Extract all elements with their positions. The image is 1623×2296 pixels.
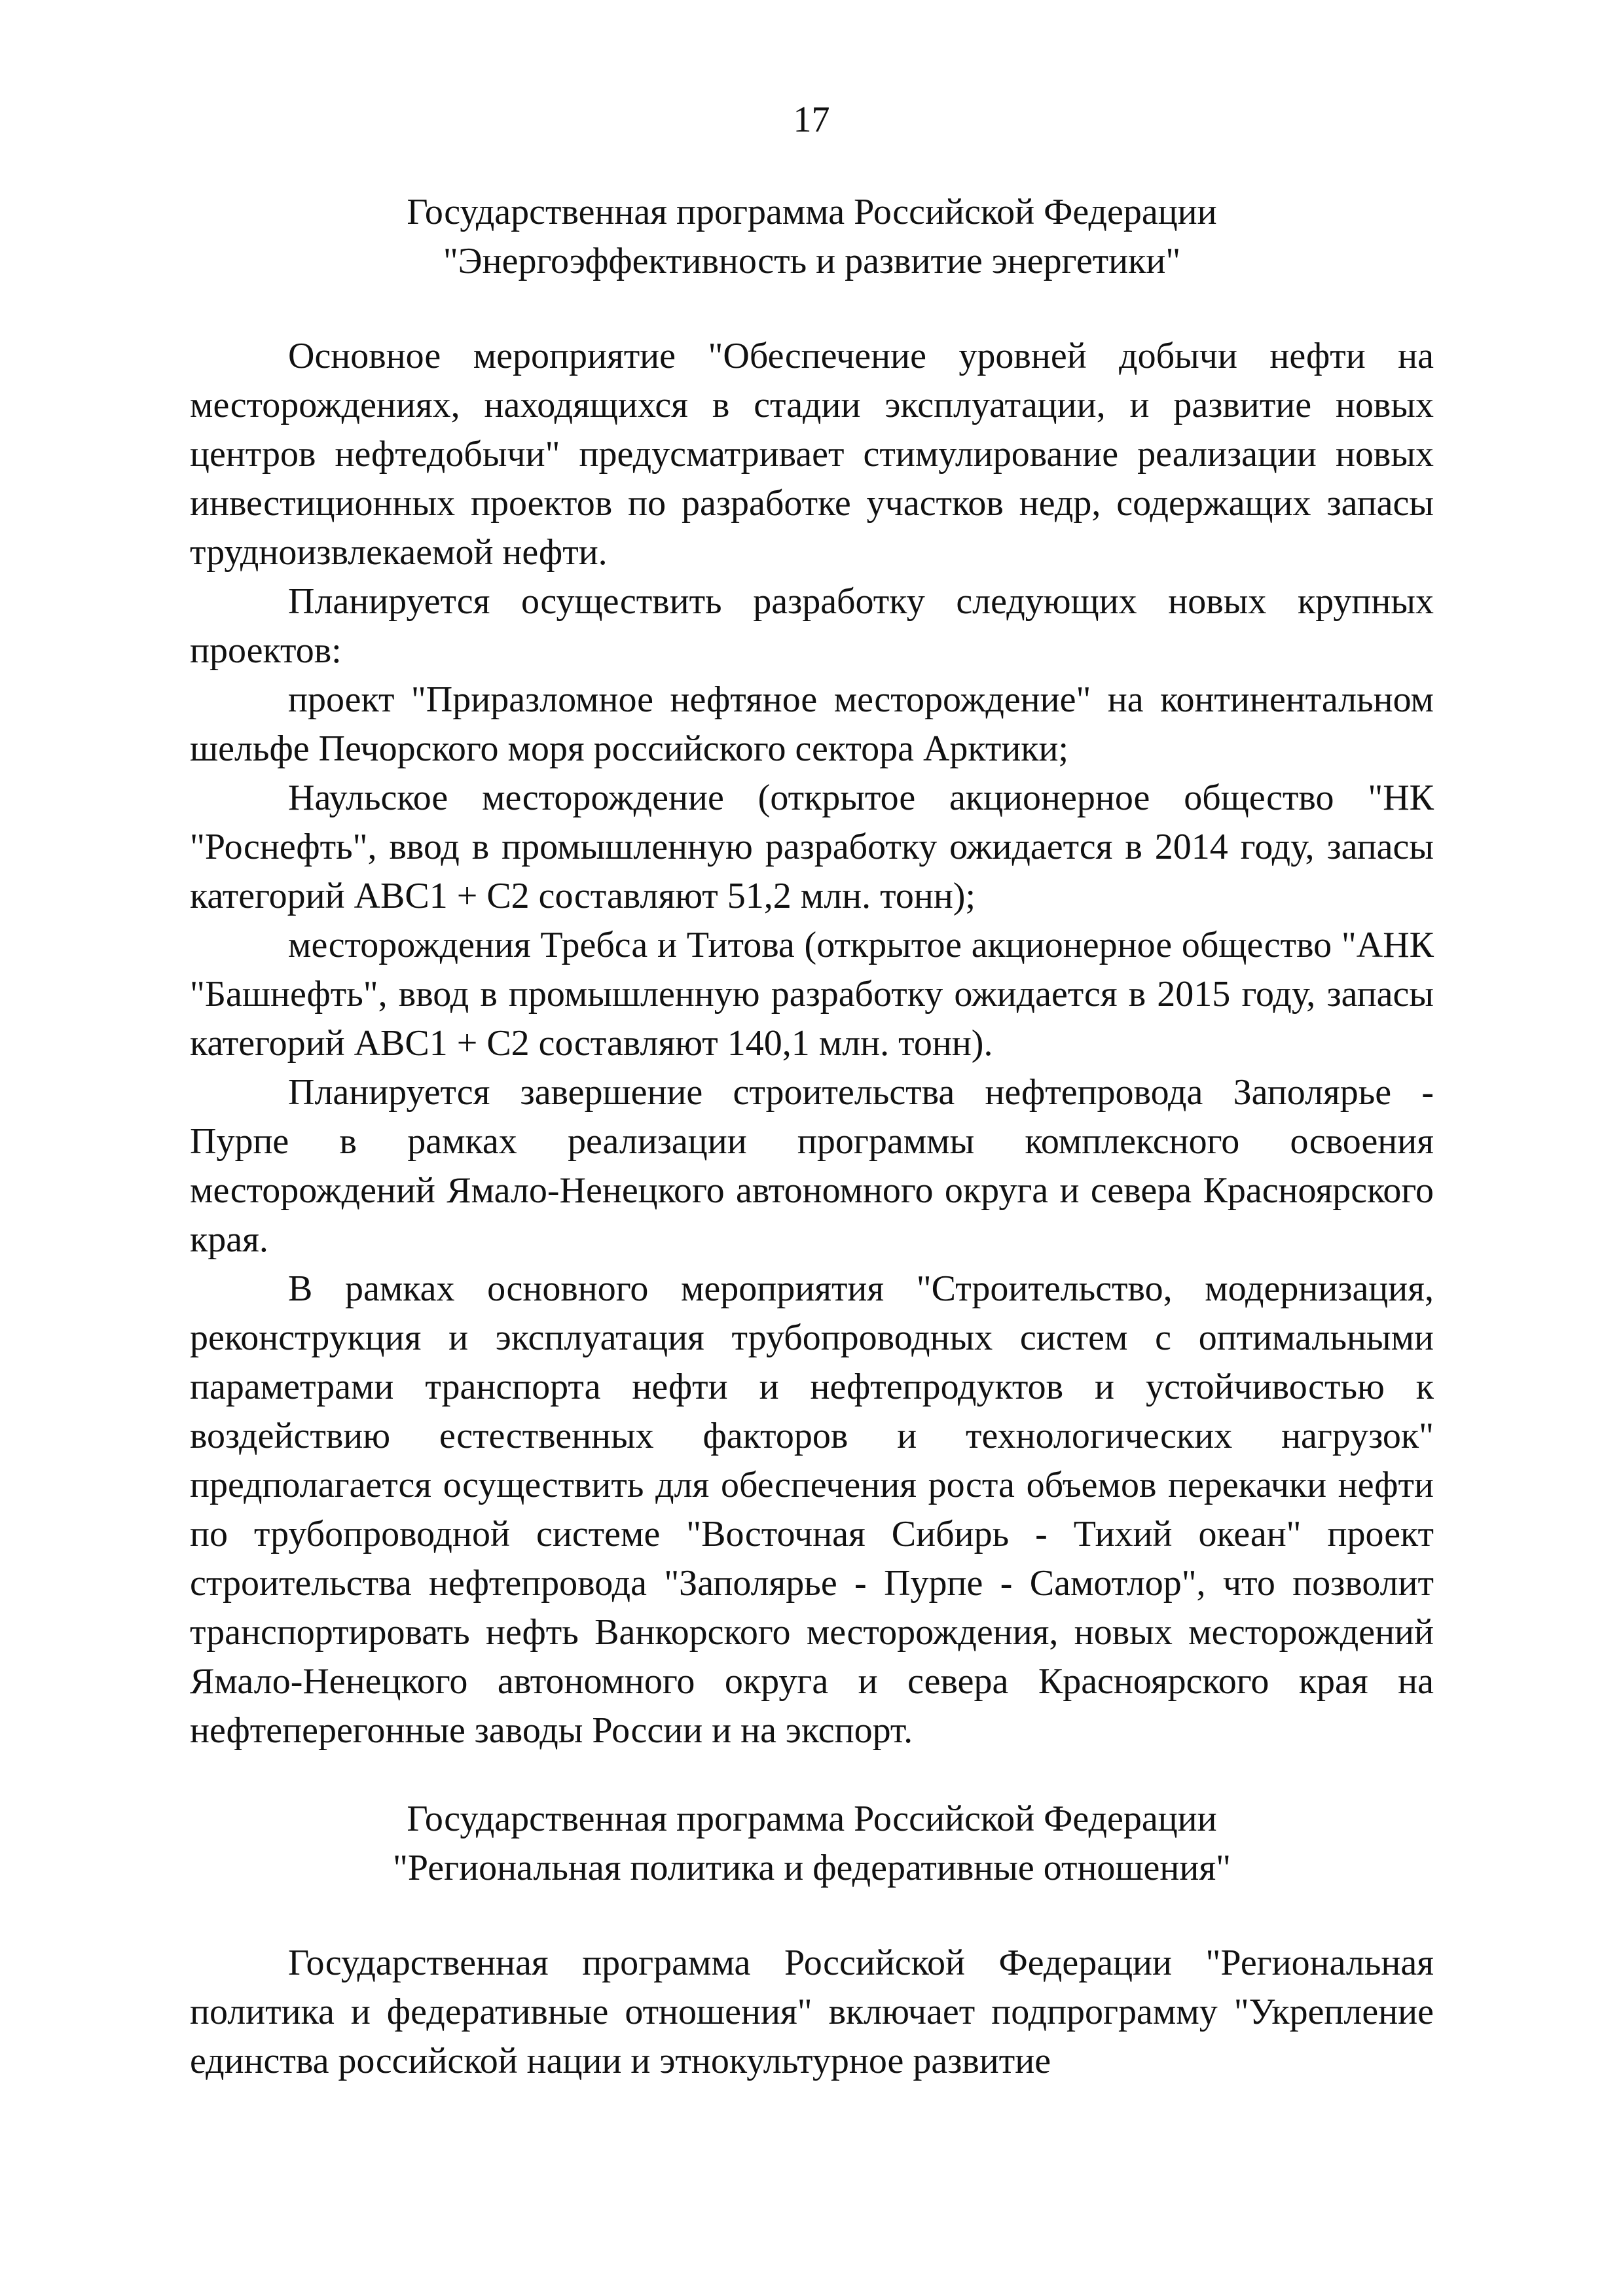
paragraph: Государственная программа Российской Федерации "Региональная политика и федеративные отношения" включает подпрограмму "Укрепление единства российской нации и этнокультурное развитие — [190, 1943, 1434, 2081]
paragraph: В рамках основного мероприятия "Строительство, модернизация, реконструкция и эксплуатация трубопроводных систем с оптимальными параметрами транспорта нефти и нефтепродуктов и устойчивостью к воздействию естественных факторов и технологических нагрузок" предполагается осуществить для обеспечения роста объемов перекачки нефти по трубопроводной системе "Восточная Сибирь - Тихий океан" проект строительства нефтепровода "Заполярье - Пурпе - Самотлор", что позволит транспортировать нефть Ванкорского месторождения, новых месторождений Ямало-Ненецкого автономного округа и севера Красноярского края на нефтеперегонные заводы России и на экспорт. — [190, 1268, 1434, 1751]
document-body — [190, 180, 1434, 2086]
paragraph: Наульское месторождение (открытое акционерное общество "НК "Роснефть", ввод в промышленную разработку ожидается в 2014 году, запасы категорий АВС1 + С2 составляют 51,2 млн. тонн); — [190, 778, 1434, 916]
section-heading-line: "Энергоэффективность и развитие энергетики" — [443, 241, 1181, 281]
section-heading-regional — [190, 1795, 1434, 1893]
paragraph: Основное мероприятие "Обеспечение уровней добычи нефти на месторождениях, находящихся в стадии эксплуатации, и развитие новых центров нефтедобычи" предусматривает стимулирование реализации новых инвестиционных проектов по разработке участков недр, содержащих запасы трудноизвлекаемой нефти. — [190, 336, 1434, 573]
paragraph: месторождения Требса и Титова (открытое акционерное общество "АНК "Башнефть", ввод в промышленную разработку ожидается в 2015 году, запасы категорий АВС1 + С2 составляют 140,1 млн. тонн). — [190, 925, 1434, 1064]
section-heading-energy — [190, 188, 1434, 286]
section-heading-line: "Региональная политика и федеративные отношения" — [393, 1848, 1231, 1888]
section-heading-line: Государственная программа Российской Федерации — [407, 192, 1217, 232]
paragraph: Планируется завершение строительства нефтепровода Заполярье - Пурпе в рамках реализации программы комплексного освоения месторождений Ямало-Ненецкого автономного округа и севера Красноярского края. — [190, 1072, 1434, 1260]
section-heading-line: Государственная программа Российской Федерации — [407, 1799, 1217, 1839]
paragraph: проект "Приразломное нефтяное месторождение" на континентальном шельфе Печорского моря российского сектора Арктики; — [190, 679, 1434, 769]
paragraph: Планируется осуществить разработку следующих новых крупных проектов: — [190, 581, 1434, 671]
page-number: 17 — [793, 99, 830, 140]
